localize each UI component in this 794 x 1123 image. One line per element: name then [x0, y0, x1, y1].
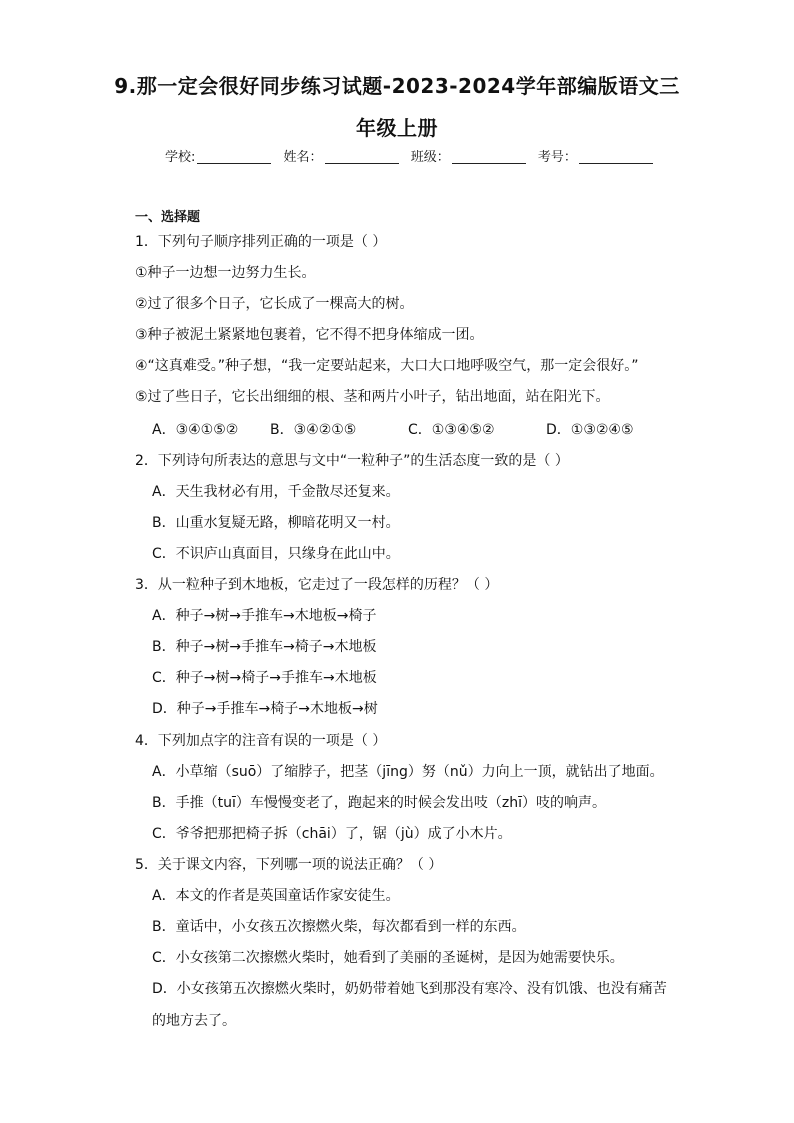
question-2-stem: 2．下列诗句所表达的意思与文中“一粒种子”的生活态度一致的是（ ） — [135, 453, 569, 469]
q1-option-a[interactable]: A．③④①⑤② — [152, 422, 239, 438]
section-heading: 一、选择题 — [135, 210, 201, 225]
q5-option-c[interactable]: C．小女孩第二次擦燃火柴时，她看到了美丽的圣诞树，是因为她需要快乐。 — [152, 950, 624, 966]
name-blank[interactable] — [325, 149, 399, 164]
q3-option-c[interactable]: C．种子→树→椅子→手推车→木地板 — [152, 670, 377, 686]
q3-option-b[interactable]: B．种子→树→手推车→椅子→木地板 — [152, 639, 377, 655]
class-field: 班级： — [411, 146, 526, 165]
q1-sentence-1: ①种子一边想一边努力生长。 — [135, 265, 316, 281]
q1-sentence-3: ③种子被泥土紧紧地包裹着，它不得不把身体缩成一团。 — [135, 327, 484, 343]
q1-sentence-4: ④“这真难受。”种子想，“我一定要站起来，大口大口地呼吸空气，那一定会很好。” — [135, 358, 639, 374]
q1-sentence-2: ②过了很多个日子，它长成了一棵高大的树。 — [135, 296, 414, 312]
q4-option-b[interactable]: B．手推（tuī）车慢慢变老了，跑起来的时候会发出吱（zhī）吱的响声。 — [152, 795, 606, 811]
q3-option-d[interactable]: D．种子→手推车→椅子→木地板→树 — [152, 701, 378, 717]
q1-option-b[interactable]: B．③④②①⑤ — [270, 422, 357, 438]
class-blank[interactable] — [452, 149, 526, 164]
q5-option-d-continued: 的地方去了。 — [152, 1013, 236, 1029]
question-5-stem: 5．关于课文内容，下列哪一项的说法正确？（ ） — [135, 857, 443, 873]
exam-title-line-1: 9.那一定会很好同步练习试题-2023-2024学年部编版语文三 — [114, 74, 680, 98]
exam-number-blank[interactable] — [579, 149, 653, 164]
q2-option-b[interactable]: B．山重水复疑无路，柳暗花明又一村。 — [152, 515, 400, 531]
q1-options-row — [152, 420, 634, 440]
school-blank[interactable] — [197, 149, 271, 164]
q3-option-a[interactable]: A．种子→树→手推车→木地板→椅子 — [152, 608, 377, 624]
q4-option-c[interactable]: C．爷爷把那把椅子拆（chāi）了，锯（jù）成了小木片。 — [152, 826, 512, 842]
question-3-stem: 3．从一粒种子到木地板，它走过了一段怎样的历程？（ ） — [135, 577, 499, 593]
q2-option-a[interactable]: A．天生我材必有用，千金散尽还复来。 — [152, 484, 400, 500]
q2-option-c[interactable]: C．不识庐山真面目，只缘身在此山中。 — [152, 546, 400, 562]
exam-title-line-2: 年级上册 — [356, 116, 438, 140]
q5-option-b[interactable]: B．童话中，小女孩五次擦燃火柴，每次都看到一样的东西。 — [152, 919, 526, 935]
q1-option-c[interactable]: C．①③④⑤② — [408, 422, 495, 438]
question-4-stem: 4．下列加点字的注音有误的一项是（ ） — [135, 733, 387, 749]
school-field: 学校: — [165, 146, 271, 165]
q4-option-a[interactable]: A．小草缩（suō）了缩脖子，把茎（jīng）努（nǔ）力向上一顶，就钻出了地面。 — [152, 764, 664, 780]
student-info-row — [165, 146, 661, 165]
name-field: 姓名： — [284, 146, 399, 165]
q1-sentence-5: ⑤过了些日子，它长出细细的根、茎和两片小叶子，钻出地面，站在阳光下。 — [135, 389, 610, 405]
q5-option-a[interactable]: A．本文的作者是英国童话作家安徒生。 — [152, 888, 400, 904]
q5-option-d[interactable]: D．小女孩第五次擦燃火柴时，奶奶带着她飞到那没有寒冷、没有饥饿、也没有痛苦 — [152, 981, 667, 997]
q1-option-d[interactable]: D．①③②④⑤ — [546, 422, 634, 438]
question-1-stem: 1．下列句子顺序排列正确的一项是（ ） — [135, 234, 387, 250]
exam-number-field: 考号： — [538, 146, 653, 165]
